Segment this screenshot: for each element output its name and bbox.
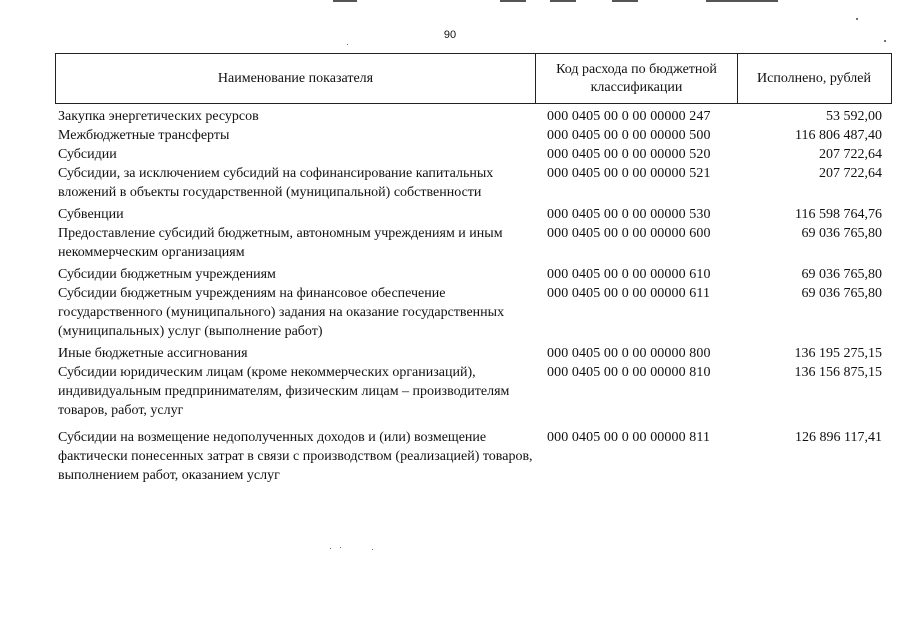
page-number-text: 90: [443, 29, 457, 41]
table-row: [55, 224, 892, 262]
row-name: Предоставление субсидий бюджетным, автономным учреждениям и иным некоммерческим организациям: [58, 226, 503, 260]
row-name: Субсидии бюджетным учреждениям на финансовое обеспечение государственного (муниципального) задания на оказание государственных (муниципальных) услуг (выполнение работ): [58, 286, 505, 339]
row-code: 000 0405 00 0 00 00000 611: [547, 286, 711, 301]
row-name: Субсидии на возмещение недополученных доходов и (или) возмещение фактически понесенных затрат в связи с производством (реализацией) товаров, выполнением работ, оказанием услуг: [58, 430, 533, 483]
row-name: Субсидии юридическим лицам (кроме некоммерческих организаций), индивидуальным предпринимателям, физическим лицам – производителям товаров, работ, услуг: [58, 365, 510, 418]
scan-speck: [347, 44, 348, 45]
row-name: Субсидии, за исключением субсидий на софинансирование капитальных вложений в объекты государственной (муниципальной) собственности: [58, 166, 494, 200]
row-executed: 69 036 765,80: [801, 226, 882, 241]
row-name: Субсидии бюджетным учреждениям: [58, 267, 276, 282]
table-row: [55, 284, 892, 341]
table-row: [55, 107, 892, 126]
table-row: [55, 344, 892, 363]
row-code: 000 0405 00 0 00 00000 530: [547, 207, 711, 222]
row-name: Закупка энергетических ресурсов: [58, 109, 259, 124]
row-executed: 136 195 275,15: [794, 346, 882, 361]
table-row: [55, 363, 892, 420]
table-row: [55, 205, 892, 224]
table-header: [55, 53, 892, 104]
row-code: 000 0405 00 0 00 00000 610: [547, 267, 711, 282]
row-executed: 69 036 765,80: [801, 286, 882, 301]
row-executed: 116 806 487,40: [795, 128, 882, 143]
row-name: Субсидии: [58, 147, 117, 162]
table-row: [55, 428, 892, 485]
page-number: [0, 29, 904, 41]
row-code: 000 0405 00 0 00 00000 811: [547, 430, 711, 445]
row-executed: 116 598 764,76: [795, 207, 882, 222]
row-executed: 69 036 765,80: [801, 267, 882, 282]
row-name: Межбюджетные трансферты: [58, 128, 230, 143]
scan-speck: [340, 547, 341, 548]
row-code: 000 0405 00 0 00 00000 520: [547, 147, 711, 162]
row-executed: 136 156 875,15: [794, 365, 882, 380]
top-edge-marks: [0, 0, 904, 4]
scan-speck: [856, 18, 858, 20]
scan-speck: [372, 549, 373, 550]
row-code: 000 0405 00 0 00 00000 800: [547, 346, 711, 361]
expenditure-table: [55, 53, 892, 485]
row-name: Субвенции: [58, 207, 124, 222]
row-code: 000 0405 00 0 00 00000 521: [547, 166, 711, 181]
scan-speck: [330, 548, 331, 549]
row-executed: 53 592,00: [826, 109, 882, 124]
table-row: [55, 126, 892, 145]
table-row: [55, 164, 892, 202]
row-code: 000 0405 00 0 00 00000 600: [547, 226, 711, 241]
header-executed: Исполнено, рублей: [757, 70, 871, 86]
row-executed: 126 896 117,41: [795, 430, 882, 445]
header-name: Наименование показателя: [56, 54, 536, 103]
row-code: 000 0405 00 0 00 00000 247: [547, 109, 711, 124]
header-code: Код расхода по бюджетной классификации: [536, 54, 738, 103]
table-row: [55, 145, 892, 164]
row-code: 000 0405 00 0 00 00000 500: [547, 128, 711, 143]
row-name: Иные бюджетные ассигнования: [58, 346, 248, 361]
table-row: [55, 265, 892, 284]
row-executed: 207 722,64: [819, 147, 882, 162]
table-body: [55, 107, 892, 485]
row-code: 000 0405 00 0 00 00000 810: [547, 365, 711, 380]
row-executed: 207 722,64: [819, 166, 882, 181]
